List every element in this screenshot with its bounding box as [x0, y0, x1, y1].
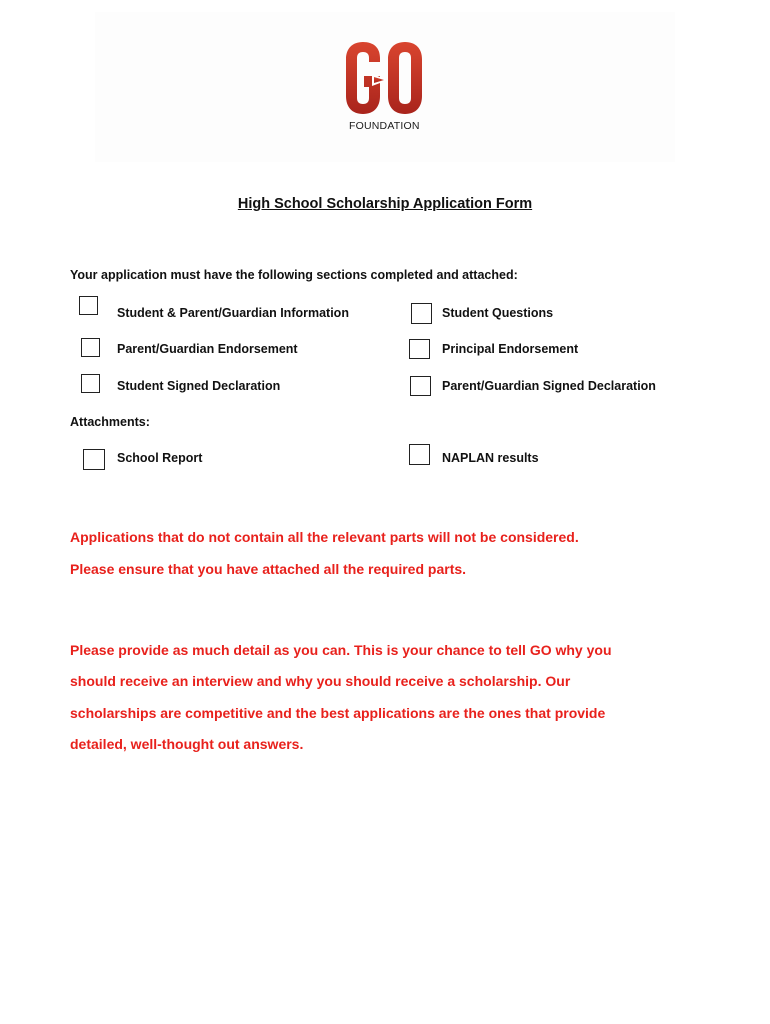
label-parent-endorsement: Parent/Guardian Endorsement — [117, 342, 298, 356]
detail-line-1: Please provide as much detail as you can. This is your chance to tell GO why you — [70, 642, 612, 658]
detail-line-2: should receive an interview and why you should receive a scholarship. Our — [70, 673, 571, 689]
checkbox-parent-endorsement[interactable] — [81, 338, 100, 357]
warning-line-2: Please ensure that you have attached all the required parts. — [70, 561, 467, 577]
checkbox-student-declaration[interactable] — [81, 374, 100, 393]
warning-line-1: Applications that do not contain all the relevant parts will not be considered. — [70, 529, 579, 545]
label-principal-endorsement: Principal Endorsement — [442, 342, 579, 356]
checkbox-parent-declaration[interactable] — [410, 376, 431, 396]
detail-line-3: scholarships are competitive and the best applications are the ones that provide — [70, 705, 606, 721]
label-student-declaration: Student Signed Declaration — [117, 379, 281, 393]
label-student-parent-info: Student & Parent/Guardian Information — [117, 306, 349, 320]
checkbox-student-questions[interactable] — [411, 303, 432, 324]
checkbox-principal-endorsement[interactable] — [409, 339, 430, 359]
page-title: High School Scholarship Application Form — [237, 196, 533, 212]
label-naplan-results: NAPLAN results — [442, 451, 539, 465]
detail-line-4: detailed, well-thought out answers. — [70, 736, 304, 752]
logo-wordmark: FOUNDATION — [349, 120, 420, 132]
go-foundation-logo — [344, 40, 424, 116]
label-student-questions: Student Questions — [442, 306, 554, 320]
label-parent-declaration: Parent/Guardian Signed Declaration — [442, 379, 656, 393]
attachments-heading: Attachments: — [70, 415, 150, 429]
label-school-report: School Report — [117, 451, 203, 465]
checkbox-student-parent-info[interactable] — [79, 296, 98, 315]
checkbox-naplan-results[interactable] — [409, 444, 430, 465]
instructions-text: Your application must have the following sections completed and attached: — [70, 268, 518, 282]
checkbox-school-report[interactable] — [83, 449, 105, 470]
